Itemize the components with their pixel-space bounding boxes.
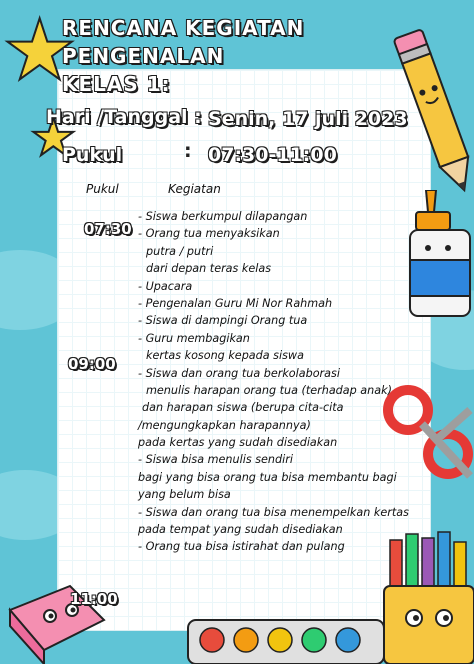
activity-line: bagi yang bisa orang tua bisa membantu bagi bbox=[138, 470, 397, 484]
column-header-activity: Kegiatan bbox=[168, 182, 221, 196]
activity-line: /mengungkapkan harapannya) bbox=[138, 418, 311, 432]
paint-palette-icon bbox=[186, 616, 386, 664]
time-label: Pukul bbox=[62, 144, 123, 166]
title-line-1: RENCANA KEGIATAN PENGENALAN bbox=[62, 16, 305, 68]
activity-line: kertas kosong kepada siswa bbox=[146, 349, 304, 363]
activity-line: pada kertas yang sudah disediakan bbox=[138, 436, 338, 450]
activity-line: putra / putri bbox=[146, 244, 214, 258]
title-line-2: KELAS 1: bbox=[62, 72, 171, 96]
activity-line: - Siswa di dampingi Orang tua bbox=[138, 314, 308, 328]
time-colon: : bbox=[184, 140, 192, 162]
activity-line: dari depan teras kelas bbox=[146, 262, 272, 276]
time-slot: 09:00 bbox=[68, 355, 116, 373]
activity-line: - Guru membagikan bbox=[138, 331, 250, 345]
activity-line: - Upacara bbox=[138, 279, 193, 293]
star-icon: ★ bbox=[30, 108, 77, 168]
activity-line: - Pengenalan Guru Mi Nor Rahmah bbox=[138, 296, 333, 310]
time-value: 07:30-11:00 bbox=[208, 144, 337, 166]
activity-line: - Siswa dan orang tua bisa menempelkan kertas bbox=[138, 505, 409, 519]
time-slot: 07:30 bbox=[84, 220, 132, 238]
activity-line: - Orang tua bisa istirahat dan pulang bbox=[138, 540, 345, 554]
activity-list bbox=[138, 208, 438, 556]
date-value: Senin, 17 juli 2023 bbox=[208, 108, 408, 130]
time-slot: 11:00 bbox=[70, 590, 118, 608]
activity-line: yang belum bisa bbox=[138, 488, 231, 502]
column-header-time: Pukul bbox=[86, 182, 119, 196]
activity-line: - Siswa berkumpul dilapangan bbox=[138, 210, 308, 223]
activity-line: - Siswa dan orang tua berkolaborasi bbox=[138, 366, 340, 380]
page-title bbox=[62, 14, 474, 98]
activity-line: menulis harapan orang tua (terhadap anak) bbox=[146, 383, 392, 397]
star-icon: ★ bbox=[2, 1, 78, 99]
date-label: Hari /Tanggal : bbox=[46, 106, 202, 128]
activity-line: - Siswa bisa menulis sendiri bbox=[138, 453, 293, 467]
activity-line: pada tempat yang sudah disediakan bbox=[138, 523, 343, 537]
activity-line: - Orang tua menyaksikan bbox=[138, 227, 280, 241]
activity-line: dan harapan siswa (berupa cita-cita bbox=[142, 401, 344, 415]
